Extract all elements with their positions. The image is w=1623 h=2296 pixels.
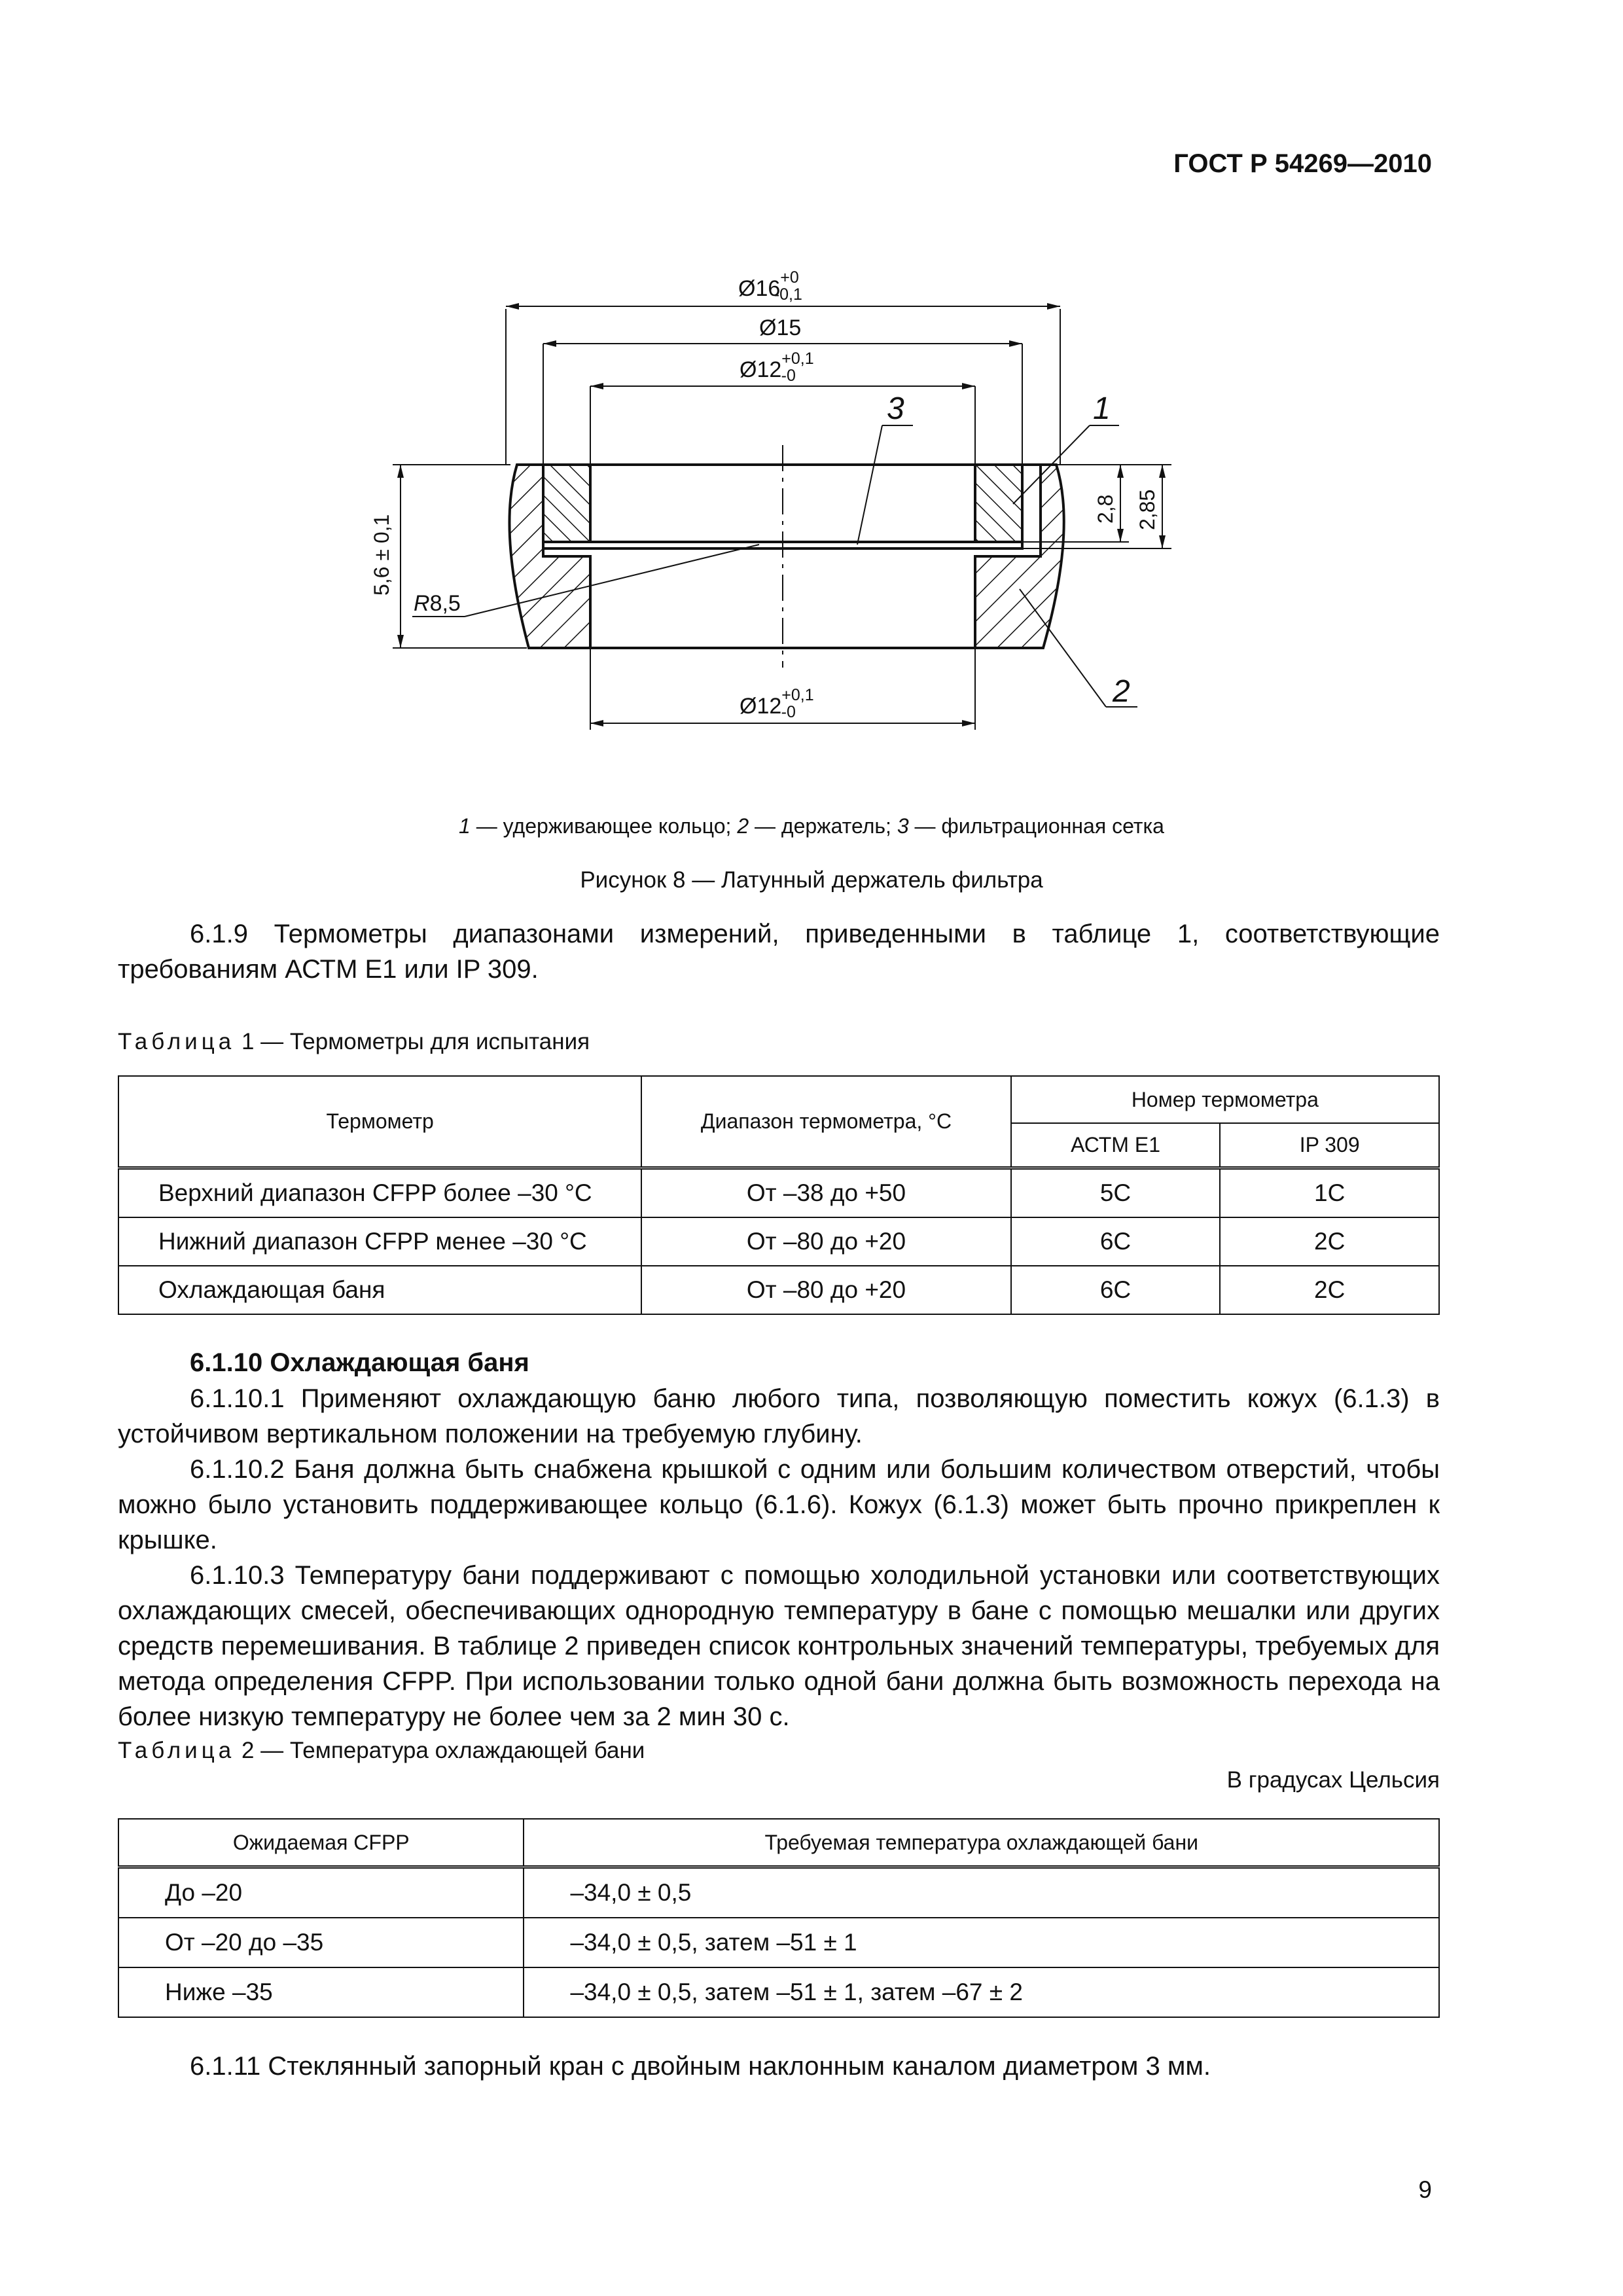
th-astm: АСТМ Е1 [1011,1123,1221,1168]
paragraph-6-1-9: 6.1.9 Термометры диапазонами измерений, приведенными в таблице 1, соответствующие требованиям АСТМ Е1 или IP 309. [118,920,1440,984]
table-thermometers [118,1075,1440,1315]
th-range: Диапазон термометра, °С [641,1076,1010,1168]
th-thermometer: Термометр [118,1076,641,1168]
dim-bottom-label: $Ø12^{+0,1}$ -0 [740,686,814,721]
document-header-id: ГОСТ Р 54269—2010 [1173,149,1432,178]
paragraph-6-1-11: 6.1.11 Стеклянный запорный кран с двойным наклонным каналом диаметром 3 мм. [190,2052,1211,2081]
table-row: Охлаждающая баня От –80 до +20 6С 2С [118,1266,1439,1314]
table-row: До –20 –34,0 ± 0,5 [118,1867,1439,1918]
table1-caption: Таблица 1 — Термометры для испытания [118,1029,590,1054]
th-expected: Ожидаемая CFPP [118,1819,524,1867]
table-row: От –20 до –35 –34,0 ± 0,5, затем –51 ± 1 [118,1918,1439,1967]
radius-label: R8,5 [414,591,461,616]
dim-mid-label: Ø15 [759,315,802,340]
ring-left [543,465,590,542]
leader-radius [465,545,759,617]
dim-h1-label: 2,8 [1094,494,1117,524]
table-bath-temperature [118,1818,1440,2018]
figure-legend: 1 — удерживающее кольцо; 2 — держатель; 3 — фильтрационная сетка [459,814,1164,838]
table-row: Верхний диапазон CFPP более –30 °С От –38 до +50 5С 1С [118,1168,1439,1217]
filter-holder-drawing [0,249,1623,746]
leader-3 [857,425,882,545]
paragraph-6-1-10-3: 6.1.10.3 Температуру бани поддерживают с помощью холодильной установки или соответствующих охлаждающих смесей, обеспечивающих однородную температуру в бане с помощью мешалки или других средств перемешивания. В таблице 2 приведен список контрольных значений температуры, требуемых для метода определения CFPP. При использовании только одной бани должна быть возможность перехода на более низкую температуру не более чем за 2 мин 30 с. [118,1561,1440,1731]
paragraph-6-1-10-2: 6.1.10.2 Баня должна быть снабжена крышкой с одним или большим количеством отверстий, чтобы можно было установить поддерживающее кольцо (6.1.6). Кожух (6.1.3) может быть прочно прикреплен к крышке. [118,1455,1440,1554]
table-row: Ниже –35 –34,0 ± 0,5, затем –51 ± 1, затем –67 ± 2 [118,1967,1439,2017]
table2-caption: Таблица 2 — Температура охлаждающей бани [118,1738,645,1763]
section-6-1-10-title: 6.1.10 Охлаждающая баня [190,1348,529,1377]
callout-3: 3 [887,391,904,426]
th-ip: IP 309 [1220,1123,1439,1168]
th-number: Номер термометра [1011,1076,1439,1123]
ring-right [975,465,1022,542]
figure-caption: Рисунок 8 — Латунный держатель фильтра [580,867,1043,893]
callout-1: 1 [1093,391,1111,426]
th-required: Требуемая температура охлаждающей бани [524,1819,1439,1867]
page-number: 9 [1418,2176,1432,2203]
paragraph-6-1-10-1: 6.1.10.1 Применяют охлаждающую баню любого типа, позволяющую поместить кожух (6.1.3) в устойчивом вертикальном положении на требуемую глубину. [118,1384,1440,1448]
table2-unit-note: В градусах Цельсия [1226,1767,1440,1793]
dim-top-label: $Ø16^{+0}$ -0,1 [738,268,802,304]
dim-inner-label: $Ø12^{+0,1}$ -0 [740,350,814,385]
dim-h2-label: 2,85 [1135,489,1159,530]
table-row: Нижний диапазон CFPP менее –30 °С От –80 до +20 6С 2С [118,1217,1439,1266]
callout-2: 2 [1113,674,1130,709]
dim-height-label: 5,6 ± 0,1 [370,514,393,596]
